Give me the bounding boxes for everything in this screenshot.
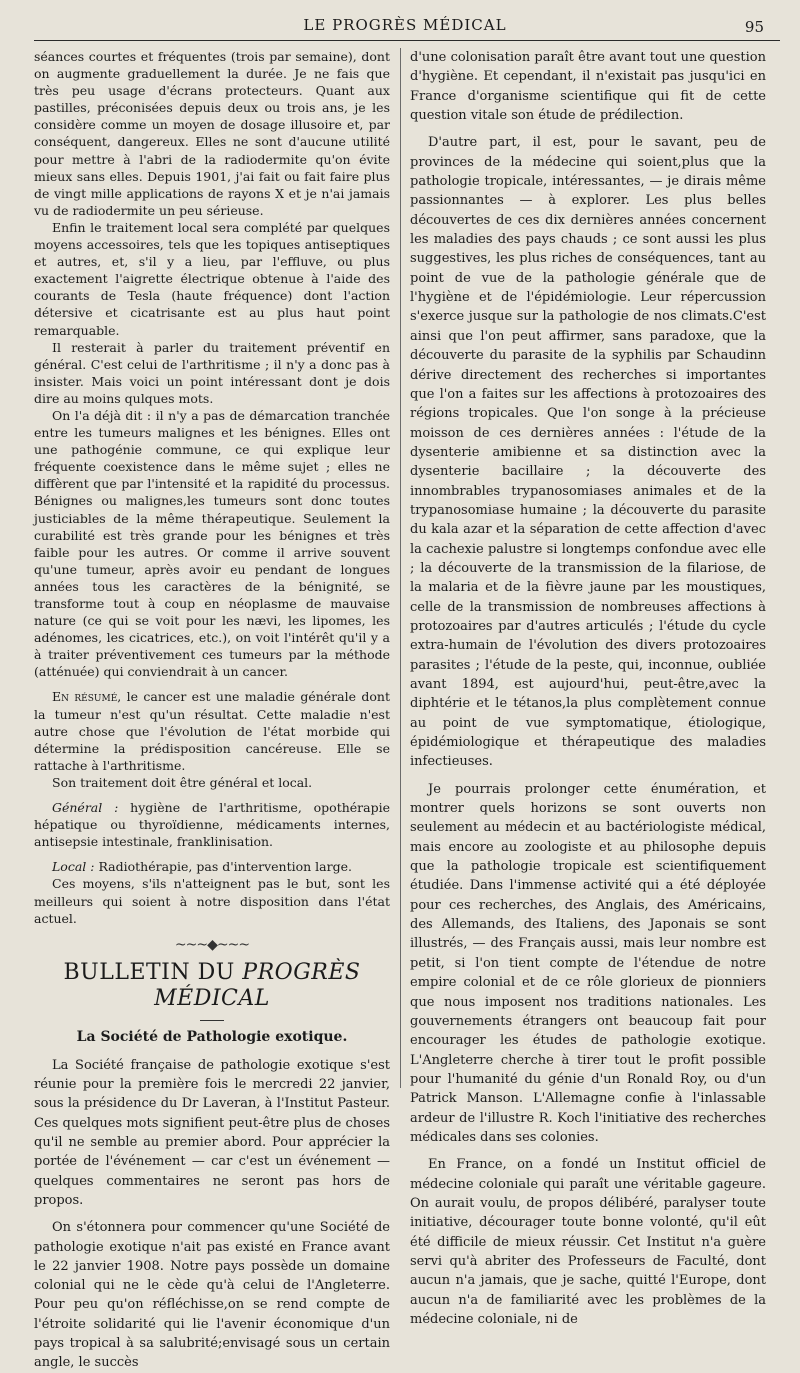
summary-lead: En résumé, <box>52 689 122 705</box>
local-paragraph <box>34 858 390 875</box>
paragraph: Enfin le traitement local sera complété par quelques moyens accessoires, tels que les topiques antiseptiques et autres, et, s'il y a lieu, par l'effluve, ou plus exactement l'aigrette électrique obtenue à l'aide des courants de Tesla (haute fréquence) dont l'action détersive et cicatrisante est au plus haut point remarquable. <box>34 219 390 338</box>
page-number: 95 <box>744 18 764 36</box>
paragraph: Son traitement doit être général et local. <box>52 774 313 790</box>
left-column <box>34 48 390 1371</box>
section-title: La Société de Pathologie exotique. <box>76 1028 348 1045</box>
bulletin-body <box>34 1056 390 1373</box>
paragraph: On l'a déjà dit : il n'y a pas de démarcation tranchée entre les tumeurs malignes et les bénignes. Elles ont une pathogénie commune, ce qui explique leur fréquente coexistence dans le même sujet ; elles ne diffèrent que par l'intensité et la rapidité du processus. Bénignes ou malignes,les tumeurs sont donc toutes justiciables de la même thérapeutique. Seulement la curabilité est très grande pour les bénignes et très faible pour les autres. Or comme il arrive souvent qu'une tumeur, après avoir eu pendant de longues années tous les caractères de la bénignité, se transforme tout à coup en néoplasme de mauvaise nature (ce qui se voit pour les nævi, les lipomes, les adénomes, les cicatrices, etc.), on voit l'intérêt qu'il y a à traiter préventivement ces tumeurs par la méthode (atténuée) qui conviendrait à un cancer. <box>34 407 390 680</box>
header-rule <box>34 40 780 41</box>
paragraph: séances courtes et fréquentes (trois par semaine), dont on augmente graduellement la durée. Je ne fais que très peu usage d'écrans protecteurs. Quant aux pastilles, préconisées depuis deux ou trois ans, je les considère comme un moyen de dosage illusoire et, par conséquent, dangereux. Elles ne sont d'aucune utilité pour mettre à l'abri de la radiodermite qu'on évite mieux sans elles. Depuis 1901, j'ai fait ou fait faire plus de vingt mille applications de rayons X et je n'ai jamais vu de radiodermite un peu sérieuse. <box>34 49 390 218</box>
paragraph: Il resterait à parler du traitement préventif en général. C'est celui de l'arthritisme ; il n'y a donc pas à insister. Mais voici un point intéressant dont je dois dire au moins qulques mots. <box>34 339 390 406</box>
paragraph: d'une colonisation paraît être avant tout une question d'hygiène. Et cependant, il n'existait pas jusqu'ici en France d'organisme scientifique qui fit de cette question vitale son étude de prédilection. <box>410 50 766 124</box>
general-text: hygiène de l'arthritisme, opothérapie hépatique ou thyroïdienne, médicaments internes, antisepsie intestinale, franklinisation. <box>34 800 390 850</box>
ornament-divider: ~~~◆~~~ <box>174 936 250 953</box>
general-paragraph <box>34 799 390 850</box>
paragraph: D'autre part, il est, pour le savant, peu de provinces de la médecine qui soient,plus que la pathologie tropicale, intéressantes, — je dirais même passionnantes — à explorer. Les plus belles découvertes de ces dix dernières années concernent les maladies des pays chauds ; ce sont aussi les plus suggestives, les plus riches de conséquences, tant au point de vue de la pathologie générale que de l'hygiène et de l'épidémiologie. Leur répercussion s'exerce jusque sur la pathologie de nos climats.C'est ainsi que l'on peut affirmer, sans paradoxe, que la découverte du parasite de la syphilis par Schaudinn dérive directement des recherches si importantes que l'on a faites sur les affections à protozoaires des régions tropicales. Que l'on songe à la précieuse moisson de ces dernières années : l'étude de la dysenterie amibienne et sa distinction avec la dysenterie bacillaire ; la découverte des innombrables trypanosomiases animales et de la trypanosomiase humaine ; la découverte du parasite du kala azar et la séparation de cette affection d'avec la cachexie palustre si longtemps confondue avec elle ; la découverte de la transmission de la filariose, de la malaria et de la fièvre jaune par les moustiques, celle de la transmission de nombreuses affections à protozoaires par d'autres articulés ; l'étude du cycle extra-humain de l'évolution des divers protozoaires parasites ; l'étude de la peste, qui, inconnue, oubliée avant 1894, est aujourd'hui, peut-être,avec la diphtérie et le tétanos,la plus complètement connue au point de vue symptomatique, étiologique, épidémiologique et thérapeutique des maladies infectieuses. <box>410 135 766 770</box>
local-text: Radiothérapie, pas d'intervention large. <box>94 859 352 875</box>
title-rule <box>200 1020 224 1021</box>
bulletin-title-plain: BULLETIN DU <box>63 959 243 985</box>
bulletin-title <box>34 960 390 1012</box>
local-label: Local : <box>52 859 95 875</box>
paragraph: On s'étonnera pour commencer qu'une Société de pathologie exotique n'ait pas existé en France avant le 22 janvier 1908. Notre pays possède un domaine colonial qui ne le cède qu'à celui de l'Angleterre. Pour peu qu'on réfléchisse,on se rend compte de l'étroite solidarité qui lie l'avenir économique d'un pays tropical à sa salubrité;envisagé sous un certain angle, le succès <box>34 1220 390 1371</box>
page-header <box>20 0 790 44</box>
paragraph: Ces moyens, s'ils n'atteignent pas le but, sont les meilleurs qui soient à notre disposition dans l'état actuel. <box>34 876 390 926</box>
right-column <box>410 48 766 1327</box>
general-label: Général : <box>52 800 119 816</box>
column-divider <box>400 48 401 1088</box>
paragraph: En France, on a fondé un Institut officiel de médecine coloniale qui paraît une véritable gageure. On aurait voulu, de propos délibéré, paralyser toute initiative, décourager toute bonne volonté, qu'il eût été difficile de mieux réussir. Cet Institut n'a guère servi qu'à abriter des Professeurs de Faculté, dont aucun n'a jamais, que je sache, quitté l'Europe, dont aucun n'a de familiarité avec les problèmes de la médecine coloniale, ni de <box>410 1157 766 1327</box>
running-title: LE PROGRÈS MÉDICAL <box>303 16 507 34</box>
paragraph: La Société française de pathologie exotique s'est réunie pour la première fois le mercredi 22 janvier, sous la présidence du Dr Laveran, à l'Institut Pasteur. Ces quelques mots signifient peut-être plus de choses qu'il ne semble au premier abord. Pour apprécier la portée de l'événement — car c'est un événement — quelques commentaires ne seront pas hors de propos. <box>34 1057 390 1208</box>
summary-paragraph <box>34 688 390 773</box>
bulletin-title-italic: PROGRÈS MÉDICAL <box>154 959 361 1011</box>
summary-text: le cancer est une maladie générale dont la tumeur n'est qu'un résultat. Cette maladie n'est autre chose que l'évolution de l'état morbide qui détermine la prédisposition cancéreuse. Elle se rattache à l'arthritisme. <box>34 689 390 773</box>
paragraph: Je pourrais prolonger cette énumération, et montrer quels horizons se sont ouverts non seulement au médecin et au bactériologiste médical, mais encore au zoologiste et au philosophe depuis que la pathologie tropicale est scientifiquement étudiée. Dans l'immense activité qui a été déployée pour ces recherches, des Anglais, des Américains, des Allemands, des Italiens, des Japonais se sont illustrés, — des Français aussi, mais leur nombre est petit, si l'on tient compte de l'étendue de notre empire colonial et de ce rôle glorieux de pionniers que nous imposent nos traditions nationales. Les gouvernements étrangers ont beaucoup fait pour encourager les études de pathologie exotique. L'Angleterre cherche à tirer tout le profit possible pour l'humanité du génie d'un Ronald Roy, ou d'un Patrick Manson. L'Allemagne confie à l'inlassable ardeur de l'illustre R. Koch l'initiative des recherches médicales dans ses colonies. <box>410 781 766 1145</box>
